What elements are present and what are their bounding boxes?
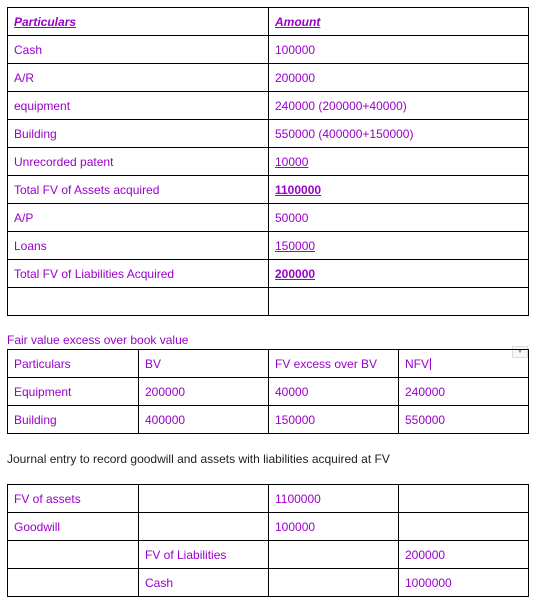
cell-credit-amount: 200000: [399, 541, 529, 569]
cell-fv-excess: 40000: [269, 378, 399, 406]
cell-credit-account: FV of Liabilities: [139, 541, 269, 569]
table-row: [8, 513, 529, 541]
cell-debit-account: [8, 569, 139, 597]
cell-debit-amount: 100000: [269, 513, 399, 541]
table-row-empty: [8, 288, 529, 316]
cell-label: Building: [8, 120, 269, 148]
cell-label: Total FV of Liabilities Acquired: [8, 260, 269, 288]
table-row: [8, 378, 529, 406]
cell-label: equipment: [8, 92, 269, 120]
cell-value: 100000: [269, 36, 529, 64]
cell-credit-account: [139, 513, 269, 541]
table-row: [8, 36, 529, 64]
table-row: [8, 64, 529, 92]
cell-label: A/R: [8, 64, 269, 92]
cell-bv: 400000: [139, 406, 269, 434]
text-cursor: [430, 358, 431, 370]
header-particulars: Particulars: [8, 8, 269, 36]
cell-value: 10000: [275, 154, 309, 169]
table-row: [8, 148, 529, 176]
cell-nfv: 550000: [399, 406, 529, 434]
cell-label: Building: [8, 406, 139, 434]
fair-value-excess-table: [7, 349, 529, 434]
cell-value: 200000: [269, 64, 529, 92]
cell-debit-account: Goodwill: [8, 513, 139, 541]
header-bv: BV: [139, 350, 269, 378]
table-row: [8, 176, 529, 204]
cell-debit-account: FV of assets: [8, 485, 139, 513]
cell-label: Equipment: [8, 378, 139, 406]
table-row: [8, 569, 529, 597]
assets-liabilities-table: [7, 7, 529, 316]
cell-credit-amount: [399, 485, 529, 513]
table-header-row: [8, 350, 529, 378]
cell-nfv: 240000: [399, 378, 529, 406]
cell-credit-amount: [399, 513, 529, 541]
cell-label: Total FV of Assets acquired: [8, 176, 269, 204]
journal-entry-caption: Journal entry to record goodwill and assets with liabilities acquired at FV: [7, 452, 390, 466]
cell-debit-amount: 1100000: [269, 485, 399, 513]
header-nfv: NFV: [405, 356, 429, 371]
cell-value: 550000 (400000+150000): [269, 120, 529, 148]
header-amount: Amount: [269, 8, 529, 36]
chevron-down-icon[interactable]: ▼: [512, 346, 528, 358]
journal-entry-table: [7, 484, 529, 597]
cell-label: Loans: [8, 232, 269, 260]
table-row: [8, 260, 529, 288]
table-row: [8, 485, 529, 513]
table-row: [8, 406, 529, 434]
cell-label: Unrecorded patent: [8, 148, 269, 176]
cell-label: Cash: [8, 36, 269, 64]
table-row: [8, 232, 529, 260]
table-row: [8, 120, 529, 148]
cell-debit-amount: [269, 541, 399, 569]
header-fv-excess: FV excess over BV: [269, 350, 399, 378]
cell-credit-account: [139, 485, 269, 513]
cell-debit-amount: [269, 569, 399, 597]
cell-label: A/P: [8, 204, 269, 232]
cell-credit-account: Cash: [139, 569, 269, 597]
cell-value: 50000: [269, 204, 529, 232]
cell-value: 240000 (200000+40000): [269, 92, 529, 120]
cell-label[interactable]: [8, 288, 269, 316]
cell-value: 150000: [275, 238, 316, 253]
cell-fv-excess: 150000: [269, 406, 399, 434]
header-nfv-cell[interactable]: [399, 350, 529, 378]
cell-value: 200000: [275, 266, 316, 281]
cell-credit-amount: 1000000: [399, 569, 529, 597]
table-row: [8, 204, 529, 232]
table-row: [8, 92, 529, 120]
cell-value[interactable]: [269, 288, 529, 316]
cell-debit-account: [8, 541, 139, 569]
table-header-row: [8, 8, 529, 36]
header-particulars: Particulars: [8, 350, 139, 378]
table-row: [8, 541, 529, 569]
section-caption: Fair value excess over book value: [7, 333, 189, 347]
cell-value: 1100000: [275, 182, 322, 197]
cell-bv: 200000: [139, 378, 269, 406]
